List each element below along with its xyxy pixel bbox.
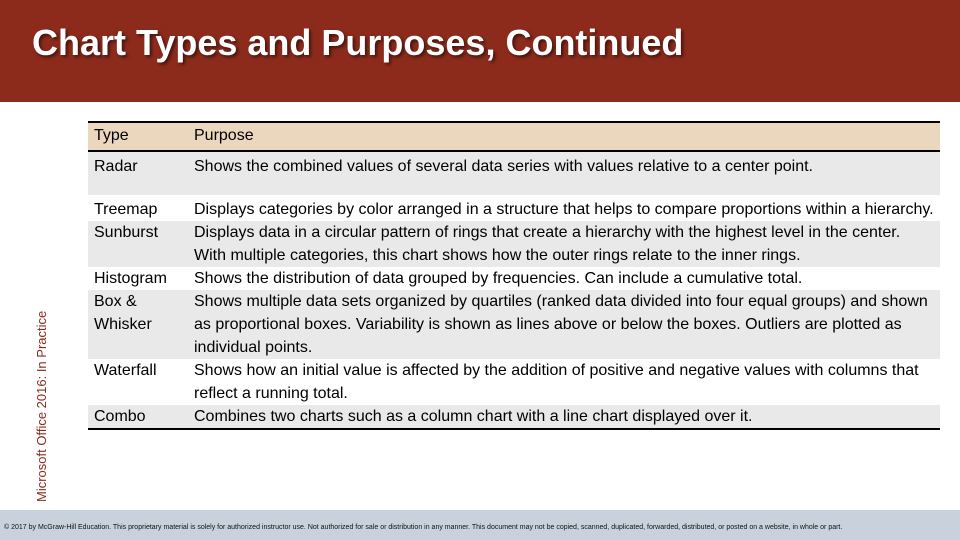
cell-type: Box & Whisker <box>94 293 152 333</box>
cell-type: Sunburst <box>94 224 159 241</box>
cell-purpose: Shows multiple data sets organized by quartiles (ranked data divided into four equal groups) and shown as proportional boxes. Variability is shown as lines above or below the boxes. Outliers are plotted as individual points. <box>194 293 928 356</box>
table-row <box>88 405 940 429</box>
cell-purpose: Shows the combined values of several data series with values relative to a center point. <box>194 158 813 175</box>
cell-type: Histogram <box>94 270 167 287</box>
table-row <box>88 151 940 195</box>
chart-types-table <box>88 121 940 430</box>
title-banner <box>0 0 960 102</box>
slide-title: Chart Types and Purposes, Continued <box>32 22 684 63</box>
cell-type: Treemap <box>94 201 158 218</box>
table-header-row <box>88 122 940 151</box>
column-header-type: Type <box>88 122 188 151</box>
table-row <box>88 359 940 405</box>
footer-bar <box>0 510 960 540</box>
cell-purpose: Displays categories by color arranged in a structure that helps to compare proportions within a hierarchy. <box>194 201 934 218</box>
cell-purpose: Shows the distribution of data grouped by frequencies. Can include a cumulative total. <box>194 270 803 287</box>
cell-type: Combo <box>88 405 188 429</box>
table-row <box>88 195 940 221</box>
cell-purpose: Displays data in a circular pattern of rings that create a hierarchy with the highest level in the center. With multiple categories, this chart shows how the outer rings relate to the inner rings. <box>194 224 901 264</box>
table-row <box>88 267 940 290</box>
table-row <box>88 221 940 267</box>
side-label: Microsoft Office 2016: In Practice <box>34 310 49 502</box>
cell-purpose: Combines two charts such as a column chart with a line chart displayed over it. <box>188 405 940 429</box>
cell-type: Radar <box>94 158 138 175</box>
copyright-notice: © 2017 by McGraw-Hill Education. This proprietary material is solely for authorized instructor use. Not authorized for sale or distribution in any manner. This document may not be copied, scanned, duplicated, forwarded, distributed, or posted on a website, in whole or part. <box>4 524 843 531</box>
cell-type: Waterfall <box>94 362 157 379</box>
table-row <box>88 290 940 359</box>
column-header-purpose: Purpose <box>188 122 940 151</box>
cell-purpose: Shows how an initial value is affected by the addition of positive and negative values with columns that reflect a running total. <box>194 362 919 402</box>
